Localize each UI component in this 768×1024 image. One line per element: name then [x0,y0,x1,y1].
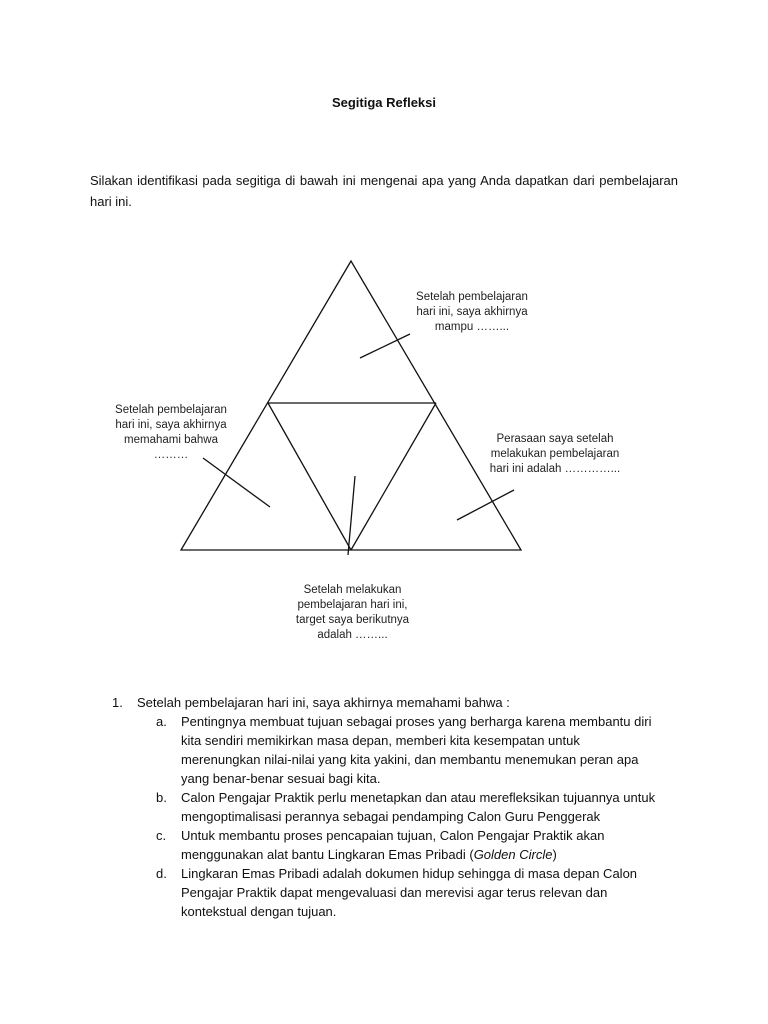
sub-list-item: b. Calon Pengajar Praktik perlu menetapkan dan atau merefleksikan tujuannya untuk mengoptimalisasi perannya sebagai pendamping Calon Guru Penggerak [156,790,656,824]
intro-paragraph: Silakan identifikasi pada segitiga di bawah ini mengenai apa yang Anda dapatkan dari pembelajaran hari ini. [90,173,678,209]
sub-list-item: a. Pentingnya membuat tujuan sebagai proses yang berharga karena membantu diri kita sendiri memikirkan masa depan, memberi kita kesempatan untuk merenungkan nilai-nilai yang kita yakini, dan membantu menemukan peran apa yang benar-benar sesuai bagi kita. [156,714,652,786]
inner-right-edge [351,403,436,550]
label-right-section: Perasaan saya setelah melakukan pembelajaran hari ini adalah …………... [489,433,621,475]
label-bottom-section: Setelah melakukan pembelajaran hari ini, target saya berikutnya adalah ……... [295,584,410,641]
sub-list [112,712,682,921]
inner-left-edge [268,403,351,550]
page-title: Segitiga Refleksi [331,95,437,110]
list-item: 1. Setelah pembelajaran hari ini, saya akhirnya memahami bahwa : [112,695,510,710]
pointer-top [360,334,410,358]
pointer-bottom [348,476,355,555]
pointer-left [203,458,270,507]
pointer-right [457,490,514,520]
sub-list-item: d. Lingkaran Emas Pribadi adalah dokumen hidup sehingga di masa depan Calon Pengajar Praktik dapat mengevaluasi dan merevisi agar terus relevan dan kontekstual dengan tujuan. [156,866,638,919]
label-left-section: Setelah pembelajaran hari ini, saya akhirnya memahami bahwa ……… [115,404,227,461]
sub-list-item: c. Untuk membantu proses pencapaian tujuan, Calon Pengajar Praktik akan menggunakan alat bantu Lingkaran Emas Pribadi (Golden Circle) [156,828,605,862]
numbered-list [112,693,682,921]
label-top-section: Setelah pembelajaran hari ini, saya akhirnya mampu ……... [416,291,528,333]
